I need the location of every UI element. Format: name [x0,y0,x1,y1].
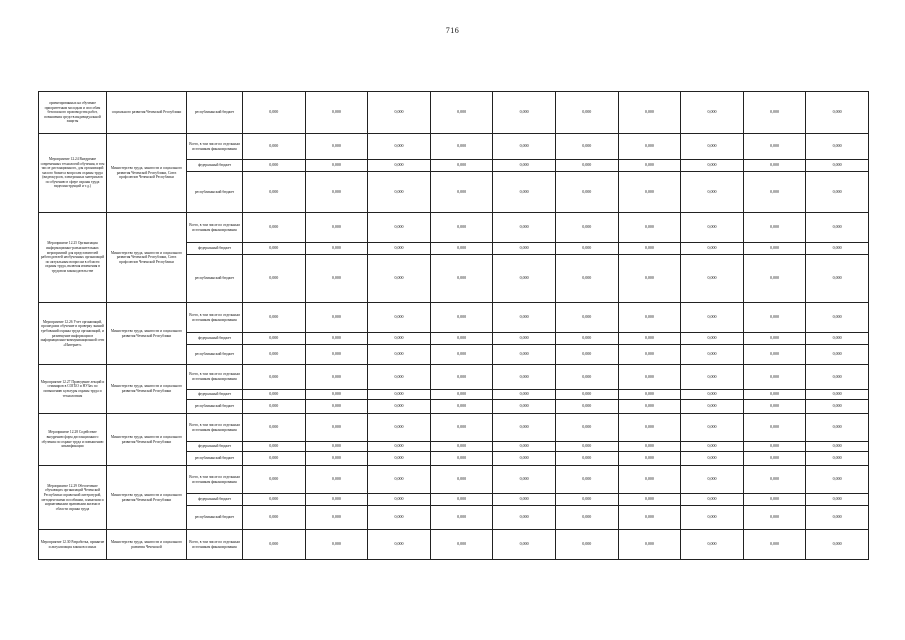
amount-cell: 0,000 [493,255,556,303]
amount-cell: 0,000 [305,172,368,213]
measure-cell: Мероприятие 12.26 Учет организаций, прошедших обучение и проверку знаний требований охраны труда организаций, и размещение информации в информационно-коммуникационной сети «Интернет» [39,303,107,365]
amount-cell: 0,000 [243,506,306,530]
amount-cell: 0,000 [806,160,869,172]
amount-cell: 0,000 [305,243,368,255]
amount-cell: 0,000 [806,333,869,345]
amount-cell: 0,000 [555,506,618,530]
amount-cell: 0,000 [743,243,806,255]
amount-cell: 0,000 [806,494,869,506]
amount-cell: 0,000 [430,442,493,452]
amount-cell: 0,000 [493,390,556,400]
amount-cell: 0,000 [555,414,618,442]
amount-cell: 0,000 [743,333,806,345]
amount-cell: 0,000 [806,134,869,160]
amount-cell: 0,000 [618,365,681,390]
amount-cell: 0,000 [430,452,493,466]
table-row [39,213,869,243]
executor-cell: Министерство труда, занятости и социального развития Чеченской [107,530,187,560]
amount-cell: 0,000 [806,243,869,255]
executor-cell: Министерство труда, занятости и социального развития Чеченской Республики [107,303,187,365]
amount-cell: 0,000 [430,530,493,560]
funding-source-cell: федеральный бюджет [187,442,243,452]
amount-cell: 0,000 [806,345,869,365]
amount-cell: 0,000 [618,466,681,494]
amount-cell: 0,000 [493,414,556,442]
amount-cell: 0,000 [743,345,806,365]
amount-cell: 0,000 [430,494,493,506]
amount-cell: 0,000 [618,213,681,243]
funding-source-cell: Всего, в том числе по отдельным источникам финансирования [187,365,243,390]
amount-cell: 0,000 [743,400,806,414]
amount-cell: 0,000 [368,172,431,213]
amount-cell: 0,000 [681,255,744,303]
amount-cell: 0,000 [681,213,744,243]
amount-cell: 0,000 [368,255,431,303]
amount-cell: 0,000 [493,400,556,414]
funding-source-cell: республиканский бюджет [187,92,243,134]
amount-cell: 0,000 [430,303,493,333]
amount-cell: 0,000 [305,134,368,160]
amount-cell: 0,000 [368,92,431,134]
amount-cell: 0,000 [806,255,869,303]
funding-source-cell: республиканский бюджет [187,345,243,365]
amount-cell: 0,000 [618,400,681,414]
funding-source-cell: Всего, в том числе по отдельным источникам финансирования [187,303,243,333]
measure-cell: Мероприятие 12.29 Обеспечение обучающих организаций Чеченской Республики справочной литературой, методическими пособиями, плакатами и нормативными правовыми актами в области охраны труда [39,466,107,530]
amount-cell: 0,000 [243,390,306,400]
amount-cell: 0,000 [243,172,306,213]
amount-cell: 0,000 [743,494,806,506]
amount-cell: 0,000 [618,345,681,365]
funding-source-cell: федеральный бюджет [187,390,243,400]
executor-cell: Министерство труда, занятости и социального развития Чеченской Республики [107,466,187,530]
amount-cell: 0,000 [806,303,869,333]
funding-source-cell: республиканский бюджет [187,452,243,466]
funding-source-cell: Всего, в том числе по отдельным источникам финансирования [187,414,243,442]
amount-cell: 0,000 [493,442,556,452]
amount-cell: 0,000 [555,92,618,134]
funding-source-cell: федеральный бюджет [187,333,243,345]
amount-cell: 0,000 [743,390,806,400]
amount-cell: 0,000 [806,506,869,530]
amount-cell: 0,000 [430,160,493,172]
amount-cell: 0,000 [305,303,368,333]
amount-cell: 0,000 [243,345,306,365]
amount-cell: 0,000 [555,345,618,365]
amount-cell: 0,000 [618,414,681,442]
amount-cell: 0,000 [555,530,618,560]
amount-cell: 0,000 [368,333,431,345]
table-row [39,134,869,160]
amount-cell: 0,000 [743,92,806,134]
amount-cell: 0,000 [681,365,744,390]
amount-cell: 0,000 [430,134,493,160]
funding-source-cell: федеральный бюджет [187,243,243,255]
amount-cell: 0,000 [493,134,556,160]
amount-cell: 0,000 [430,255,493,303]
amount-cell: 0,000 [305,400,368,414]
amount-cell: 0,000 [681,414,744,442]
funding-source-cell: Всего, в том числе по отдельным источникам финансирования [187,213,243,243]
amount-cell: 0,000 [681,530,744,560]
amount-cell: 0,000 [618,442,681,452]
amount-cell: 0,000 [493,160,556,172]
amount-cell: 0,000 [243,466,306,494]
amount-cell: 0,000 [493,494,556,506]
amount-cell: 0,000 [368,494,431,506]
amount-cell: 0,000 [555,134,618,160]
amount-cell: 0,000 [493,303,556,333]
measure-cell: Мероприятие 12.24 Внедрение современных технологий обучения, в том числе дистанционного, для организаций малого бизнеса вопросам охраны труда (видеокурсов, электронных материалов по обучению в сфере охраны труда видеоинструкций и т.д.) [39,134,107,213]
amount-cell: 0,000 [806,390,869,400]
funding-source-cell: республиканский бюджет [187,400,243,414]
funding-source-cell: республиканский бюджет [187,255,243,303]
amount-cell: 0,000 [430,414,493,442]
amount-cell: 0,000 [368,160,431,172]
amount-cell: 0,000 [618,530,681,560]
amount-cell: 0,000 [368,303,431,333]
amount-cell: 0,000 [305,442,368,452]
amount-cell: 0,000 [305,494,368,506]
amount-cell: 0,000 [430,213,493,243]
executor-cell: Министерство труда, занятости и социального развития Чеченской Республики, Союз профсоюзов Чеченской Республики [107,213,187,303]
amount-cell: 0,000 [681,494,744,506]
amount-cell: 0,000 [555,172,618,213]
amount-cell: 0,000 [305,530,368,560]
amount-cell: 0,000 [618,92,681,134]
measure-cell: Мероприятие 12.30 Разработка, принятие и актуализация законов и иных [39,530,107,560]
amount-cell: 0,000 [430,400,493,414]
amount-cell: 0,000 [681,400,744,414]
amount-cell: 0,000 [368,243,431,255]
amount-cell: 0,000 [555,213,618,243]
executor-cell: Министерство труда, занятости и социального развития Чеченской Республики [107,365,187,414]
amount-cell: 0,000 [681,442,744,452]
amount-cell: 0,000 [618,390,681,400]
funding-source-cell: Всего, в том числе по отдельным источникам финансирования [187,466,243,494]
table-row [39,466,869,494]
amount-cell: 0,000 [243,213,306,243]
amount-cell: 0,000 [368,365,431,390]
funding-source-cell: Всего, в том числе по отдельным источникам финансирования [187,530,243,560]
amount-cell: 0,000 [430,92,493,134]
amount-cell: 0,000 [493,345,556,365]
amount-cell: 0,000 [243,92,306,134]
amount-cell: 0,000 [368,466,431,494]
amount-cell: 0,000 [430,345,493,365]
amount-cell: 0,000 [743,452,806,466]
amount-cell: 0,000 [681,466,744,494]
amount-cell: 0,000 [243,255,306,303]
amount-cell: 0,000 [618,506,681,530]
amount-cell: 0,000 [618,333,681,345]
amount-cell: 0,000 [243,530,306,560]
amount-cell: 0,000 [368,213,431,243]
amount-cell: 0,000 [806,213,869,243]
amount-cell: 0,000 [806,466,869,494]
amount-cell: 0,000 [618,494,681,506]
amount-cell: 0,000 [806,452,869,466]
table-row [39,92,869,134]
amount-cell: 0,000 [806,414,869,442]
amount-cell: 0,000 [681,390,744,400]
amount-cell: 0,000 [305,333,368,345]
amount-cell: 0,000 [493,333,556,345]
amount-cell: 0,000 [743,255,806,303]
amount-cell: 0,000 [743,530,806,560]
amount-cell: 0,000 [681,303,744,333]
amount-cell: 0,000 [493,466,556,494]
amount-cell: 0,000 [430,172,493,213]
measure-cell: ориентированных на обучение приоритетным молодым и способам безопасного производства работ, повышения средств индивидуальной защиты [39,92,107,134]
amount-cell: 0,000 [681,172,744,213]
amount-cell: 0,000 [618,303,681,333]
amount-cell: 0,000 [305,466,368,494]
amount-cell: 0,000 [806,442,869,452]
executor-cell: социального развития Чеченской Республики [107,92,187,134]
amount-cell: 0,000 [305,255,368,303]
amount-cell: 0,000 [493,172,556,213]
amount-cell: 0,000 [243,494,306,506]
amount-cell: 0,000 [493,365,556,390]
amount-cell: 0,000 [243,442,306,452]
amount-cell: 0,000 [493,92,556,134]
amount-cell: 0,000 [243,134,306,160]
amount-cell: 0,000 [430,333,493,345]
amount-cell: 0,000 [555,243,618,255]
amount-cell: 0,000 [618,452,681,466]
amount-cell: 0,000 [555,160,618,172]
funding-source-cell: федеральный бюджет [187,494,243,506]
amount-cell: 0,000 [555,255,618,303]
table-row [39,530,869,560]
amount-cell: 0,000 [743,172,806,213]
amount-cell: 0,000 [555,466,618,494]
amount-cell: 0,000 [806,92,869,134]
amount-cell: 0,000 [243,333,306,345]
amount-cell: 0,000 [368,530,431,560]
table-row [39,303,869,333]
amount-cell: 0,000 [305,452,368,466]
amount-cell: 0,000 [430,365,493,390]
amount-cell: 0,000 [555,452,618,466]
amount-cell: 0,000 [743,134,806,160]
measure-cell: Мероприятие 12.27 Проведение лекций и семинаров в СОГБО и НУЗах по повышению культуры охраны труда и технологиям [39,365,107,414]
amount-cell: 0,000 [430,506,493,530]
amount-cell: 0,000 [368,345,431,365]
amount-cell: 0,000 [368,400,431,414]
amount-cell: 0,000 [368,134,431,160]
amount-cell: 0,000 [493,506,556,530]
amount-cell: 0,000 [681,506,744,530]
table-row [39,414,869,442]
amount-cell: 0,000 [806,365,869,390]
amount-cell: 0,000 [555,333,618,345]
measure-cell: Мероприятие 12.28 Содействие внедрению форм дистанционного обучения по охране труда и повышению квалификации [39,414,107,466]
amount-cell: 0,000 [243,160,306,172]
amount-cell: 0,000 [681,134,744,160]
executor-cell: Министерство труда, занятости и социального развития Чеченской Республики, Союз профсоюзов Чеченской Республики [107,134,187,213]
amount-cell: 0,000 [430,243,493,255]
amount-cell: 0,000 [305,345,368,365]
amount-cell: 0,000 [743,160,806,172]
amount-cell: 0,000 [618,255,681,303]
amount-cell: 0,000 [806,400,869,414]
amount-cell: 0,000 [743,466,806,494]
page-number: 716 [445,26,460,35]
amount-cell: 0,000 [681,345,744,365]
amount-cell: 0,000 [555,365,618,390]
amount-cell: 0,000 [618,243,681,255]
amount-cell: 0,000 [243,452,306,466]
amount-cell: 0,000 [243,414,306,442]
amount-cell: 0,000 [555,442,618,452]
amount-cell: 0,000 [681,160,744,172]
amount-cell: 0,000 [618,160,681,172]
amount-cell: 0,000 [305,160,368,172]
amount-cell: 0,000 [681,243,744,255]
funding-source-cell: республиканский бюджет [187,506,243,530]
amount-cell: 0,000 [305,390,368,400]
amount-cell: 0,000 [305,92,368,134]
amount-cell: 0,000 [243,365,306,390]
amount-cell: 0,000 [243,400,306,414]
funding-source-cell: республиканский бюджет [187,172,243,213]
amount-cell: 0,000 [743,213,806,243]
amount-cell: 0,000 [555,400,618,414]
amount-cell: 0,000 [555,303,618,333]
amount-cell: 0,000 [243,303,306,333]
amount-cell: 0,000 [368,442,431,452]
amount-cell: 0,000 [493,530,556,560]
amount-cell: 0,000 [743,365,806,390]
amount-cell: 0,000 [806,172,869,213]
table-row [39,365,869,390]
amount-cell: 0,000 [368,506,431,530]
budget-table [38,91,869,560]
executor-cell: Министерство труда, занятости и социального развития Чеченской Республики [107,414,187,466]
amount-cell: 0,000 [681,92,744,134]
amount-cell: 0,000 [618,134,681,160]
amount-cell: 0,000 [368,390,431,400]
amount-cell: 0,000 [430,466,493,494]
amount-cell: 0,000 [555,390,618,400]
amount-cell: 0,000 [305,365,368,390]
amount-cell: 0,000 [493,243,556,255]
funding-source-cell: федеральный бюджет [187,160,243,172]
amount-cell: 0,000 [681,333,744,345]
amount-cell: 0,000 [555,494,618,506]
amount-cell: 0,000 [368,452,431,466]
amount-cell: 0,000 [743,506,806,530]
amount-cell: 0,000 [493,452,556,466]
amount-cell: 0,000 [618,172,681,213]
measure-cell: Мероприятие 12.25 Организация информационно-разъяснительных мероприятий для представителей работодателей необученных организаций по актуальным вопросам в области охраны труда, включая изменения в трудовом законодательстве [39,213,107,303]
amount-cell: 0,000 [305,506,368,530]
amount-cell: 0,000 [243,243,306,255]
amount-cell: 0,000 [305,213,368,243]
amount-cell: 0,000 [368,414,431,442]
amount-cell: 0,000 [493,213,556,243]
amount-cell: 0,000 [681,452,744,466]
amount-cell: 0,000 [743,303,806,333]
amount-cell: 0,000 [806,530,869,560]
amount-cell: 0,000 [743,442,806,452]
funding-source-cell: Всего, в том числе по отдельным источникам финансирования [187,134,243,160]
amount-cell: 0,000 [430,390,493,400]
amount-cell: 0,000 [743,414,806,442]
amount-cell: 0,000 [305,414,368,442]
